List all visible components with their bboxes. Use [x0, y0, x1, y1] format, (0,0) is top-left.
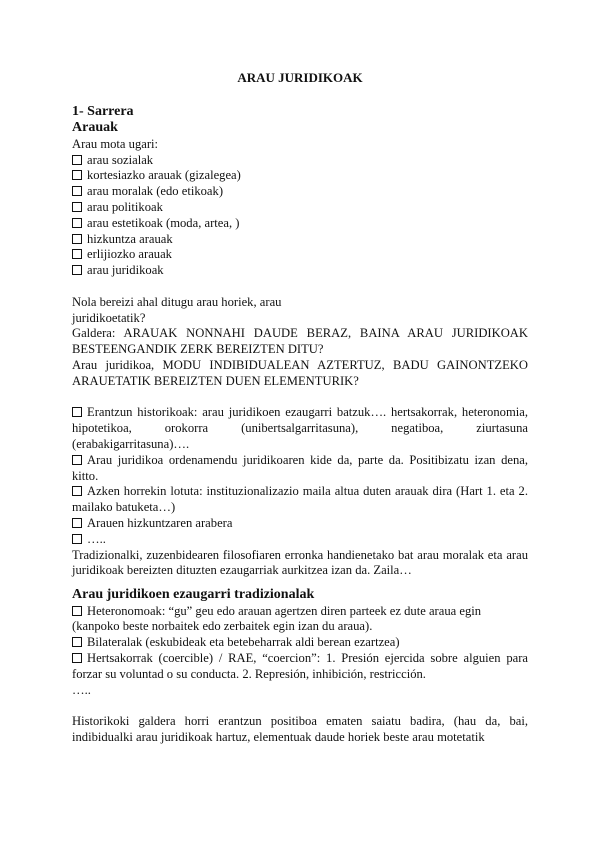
list-item: arau estetikoak (moda, artea, )	[72, 216, 528, 232]
list-item: Arauen hizkuntzaren arabera	[72, 516, 528, 532]
traits-list	[72, 604, 528, 683]
list-item: …..	[72, 532, 528, 548]
checkbox-bullet-icon	[72, 518, 82, 528]
list-item: arau politikoak	[72, 200, 528, 216]
ellipsis-line: …..	[72, 682, 91, 697]
intro-text: Arau mota ugari:	[72, 136, 159, 151]
list-item: arau sozialak	[72, 153, 528, 169]
answers-list	[72, 405, 528, 547]
question-line-2: juridikoetatik?	[72, 310, 146, 325]
norm-types-list	[72, 153, 528, 279]
question-line-1: Nola bereizi ahal ditugu arau horiek, arau	[72, 294, 282, 309]
checkbox-bullet-icon	[72, 186, 82, 196]
checkbox-bullet-icon	[72, 249, 82, 259]
galdera-paragraph: Galdera: ARAUAK NONNAHI DAUDE BERAZ, BAINA ARAU JURIDIKOAK BESTEENGANDIK ZERK BEREIZTEN DITU?	[72, 326, 528, 357]
document-title: ARAU JURIDIKOAK	[237, 70, 363, 85]
list-item: arau moralak (edo etikoak)	[72, 184, 528, 200]
arau-juridikoa-paragraph: Arau juridikoa, MODU INDIBIDUALEAN AZTERTUZ, BADU GAINONTZEKO ARAUETATIK BEREIZTEN DUEN ELEMENTURIK?	[72, 357, 528, 388]
section-heading-ezaugarriak: Arau juridikoen ezaugarri tradizionalak	[72, 587, 315, 603]
checkbox-bullet-icon	[72, 170, 82, 180]
checkbox-bullet-icon	[72, 218, 82, 228]
checkbox-bullet-icon	[72, 455, 82, 465]
checkbox-bullet-icon	[72, 486, 82, 496]
section-heading-sarrera: 1- Sarrera	[72, 103, 134, 119]
list-item: kortesiazko arauak (gizalegea)	[72, 168, 528, 184]
tradizionalki-paragraph: Tradizionalki, zuzenbidearen filosofiaren erronka handienetako bat arau moralak eta arau juridikoak bereizten dituzten ezaugarriak aurkitzea izan da. Zaila…	[72, 547, 528, 578]
checkbox-bullet-icon	[72, 653, 82, 663]
list-item: hizkuntza arauak	[72, 232, 528, 248]
checkbox-bullet-icon	[72, 637, 82, 647]
list-item: Arau juridikoa ordenamendu juridikoaren kide da, parte da. Positibizatu izan dena, kitto.	[72, 452, 528, 483]
list-item: Erantzun historikoak: arau juridikoen ezaugarri batzuk…. hertsakorrak, heteronomia, hipotetikoa, orokorra (unibertsalgarritasuna), negatiboa, ziurtasuna (erabakigarritasuna)….	[72, 405, 528, 451]
list-item: arau juridikoak	[72, 263, 528, 279]
list-item: erlijiozko arauak	[72, 247, 528, 263]
list-item: Bilateralak (eskubideak eta betebeharrak aldi berean ezartzea)	[72, 635, 528, 651]
checkbox-bullet-icon	[72, 407, 82, 417]
list-item: Azken horrekin lotuta: instituzionalizazio maila altua duten arauak dira (Hart 1. eta 2. mailako batuketa…)	[72, 484, 528, 515]
historikoki-paragraph: Historikoki galdera horri erantzun positiboa ematen saiatu badira, (hau da, bai, indibidualki arau juridikoak hartuz, elementuak daude horiek beste arau motetatik	[72, 714, 528, 744]
checkbox-bullet-icon	[72, 265, 82, 275]
list-item: Heteronomoak: “gu” geu edo arauan agertzen diren parteek ez dute araua egin (kanpoko beste norbaitek edo zerbaitek egin izan du araua).	[72, 603, 482, 634]
checkbox-bullet-icon	[72, 606, 82, 616]
checkbox-bullet-icon	[72, 202, 82, 212]
document-body	[72, 70, 528, 746]
list-item: Hertsakorrak (coercible) / RAE, “coercion”: 1. Presión ejercida sobre alguien para forzar su voluntad o su conducta. 2. Represión, inhibición, restricción.	[72, 651, 528, 681]
subheading-arauak: Arauak	[72, 120, 118, 136]
checkbox-bullet-icon	[72, 155, 82, 165]
checkbox-bullet-icon	[72, 534, 82, 544]
checkbox-bullet-icon	[72, 234, 82, 244]
